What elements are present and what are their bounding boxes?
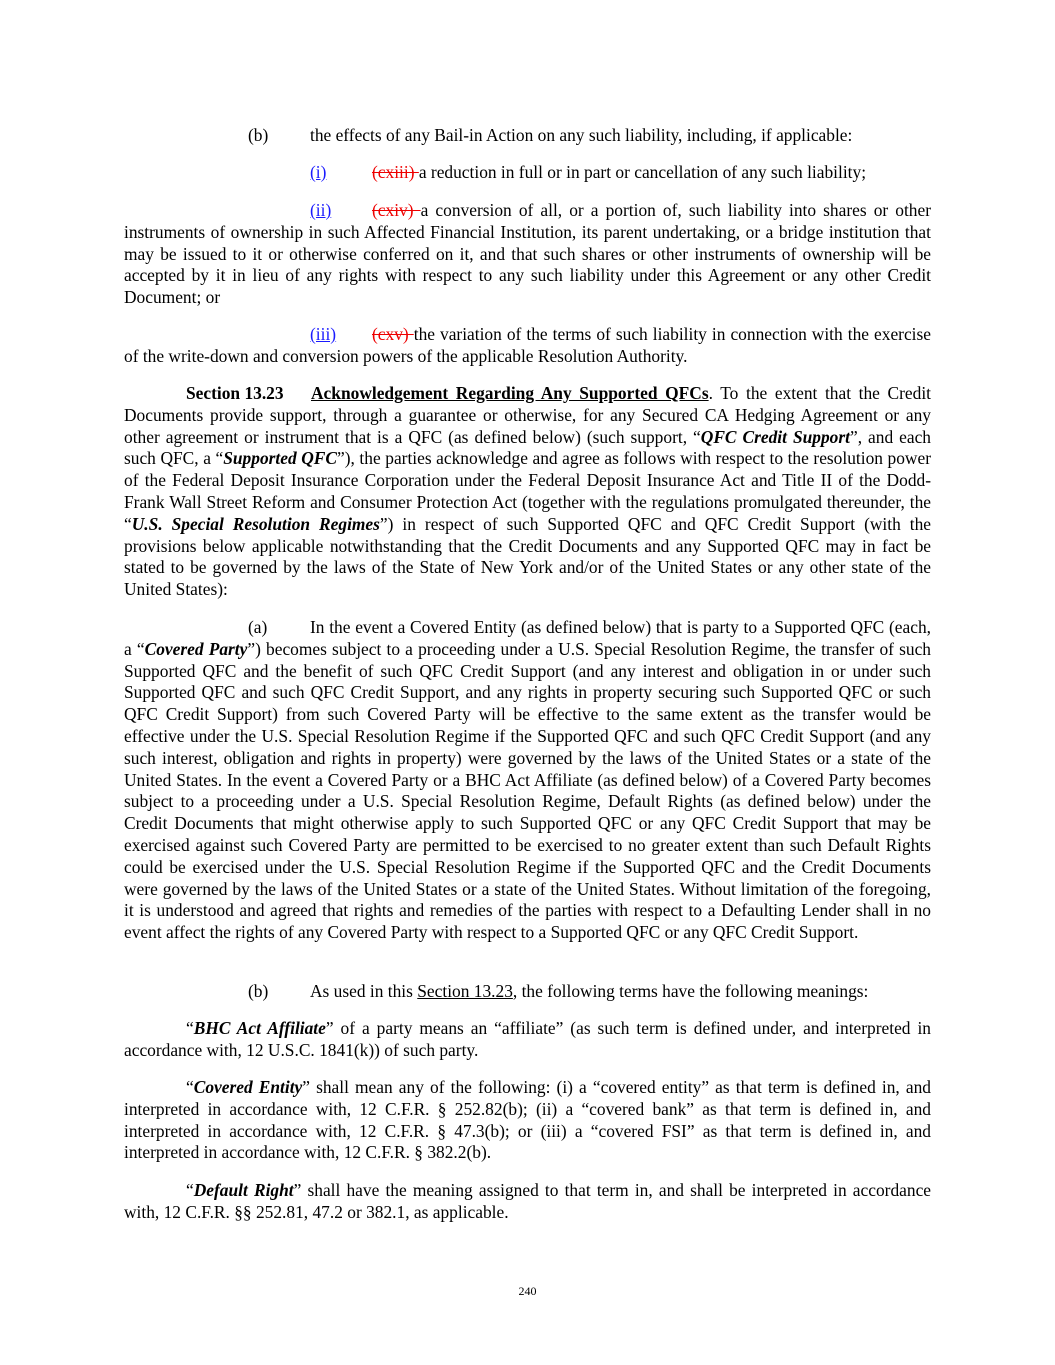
defined-term: Supported QFC — [223, 448, 337, 469]
clause-text: the variation of the terms of such liability in connection with the exercise of the write-down and conversion powers of the applicable Resolution Authority. — [124, 324, 931, 366]
definition-bhc-act-affiliate — [124, 1018, 931, 1062]
clause-text: , the following terms have the following meanings: — [512, 981, 869, 1001]
definition-default-right — [124, 1180, 931, 1224]
inserted-number: (iii) — [310, 324, 337, 344]
section-text: ”) in respect of such Supported QFC and QFC Credit Support (with the provisions below applicable notwithstanding that the Credit Documents and any Supported QFC may in fact be stated to be governed by the laws of the State of New York and/or of the United States or any other state of the United States): — [124, 513, 931, 600]
section-text: ”, and each such QFC, a “ — [124, 426, 931, 469]
definition-covered-entity — [124, 1077, 931, 1164]
clause-i — [124, 162, 931, 184]
definition-text: ” shall have the meaning assigned to that term in, and shall be interpreted in accordance with, 12 C.F.R. §§ 252.81, 47.2 or 382.1, as applicable. — [124, 1180, 932, 1222]
defined-term: U.S. Special Resolution Regimes — [131, 513, 380, 534]
defined-term: Covered Entity — [193, 1077, 303, 1097]
inserted-number: (ii) — [310, 200, 332, 220]
quote-mark: “ — [186, 1180, 194, 1200]
definition-text: ” of a party means an “affiliate” (as such term is defined under, and interpreted in accordance with, 12 U.S.C. 1841(k)) of such party. — [124, 1018, 931, 1060]
clause-text: a reduction in full or in part or cancellation of any such liability; — [418, 162, 867, 182]
definition-text: ” shall mean any of the following: (i) a “covered entity” as that term is defined in, and interpreted in accordance with, 12 C.F.R. § 252.82(b); (ii) a “covered bank” as that term is defined in, and interpreted in accordance with, 12 C.F.R. § 47.3(b); or (iii) a “covered FSI” as that term is defined in, and interpreted in accordance with, 12 C.F.R. § 382.2(b). — [124, 1077, 931, 1163]
section-13-23 — [124, 383, 931, 601]
defined-term: Default Right — [193, 1180, 294, 1200]
clause-label: (b) — [248, 125, 269, 145]
defined-term: Covered Party — [144, 638, 248, 659]
defined-term: QFC Credit Support — [700, 426, 850, 447]
deleted-number: (cxiv) — [372, 200, 421, 220]
section-title: Acknowledgement Regarding Any Supported QFCs — [311, 383, 709, 403]
clause-label: (b) — [248, 981, 269, 1001]
clause-label: (a) — [248, 617, 268, 637]
section-text: ”), the parties acknowledge and agree as follows with respect to the resolution power of the Federal Deposit Insurance Corporation under the Federal Deposit Insurance Act and Title II of the Dodd-Frank Wall Street Reform and Consumer Protection Act (together with the regulations promulgated thereunder, the “ — [124, 448, 931, 534]
page-number: 240 — [518, 1284, 537, 1298]
quote-mark: “ — [186, 1077, 194, 1097]
clause-text: a conversion of all, or a portion of, such liability into shares or other instruments of ownership in such Affected Financial Institution, its parent undertaking, or a bridge institution that may be issued to it or otherwise conferred on it, and that such shares or other instruments of ownership will be accepted by it in lieu of any rights with respect to any such liability under this Agreement or any other Credit Document; or — [124, 200, 932, 308]
clause-text: In the event a Covered Entity (as defined below) that is party to a Supported QFC (each, a “ — [124, 617, 931, 659]
defined-term: BHC Act Affiliate — [193, 1018, 326, 1038]
clause-text: ”) becomes subject to a proceeding under a U.S. Special Resolution Regime, the transfer of such Supported QFC and the benefit of such QFC Credit Support (and any interest and obligation in or under such Supported QFC and such QFC Credit Support, and any rights in property securing such Supported QFC or such QFC Credit Support) from such Covered Party will be effective to the same extent as the transfer would be effective under the U.S. Special Resolution Regime if the Supported QFC and such QFC Credit Support (and any such interest, obligation and rights in property) were governed by the laws of the United States or a state of the United States. In the event a Covered Party or a BHC Act Affiliate (as defined below) of a Covered Party becomes subject to a proceeding under a U.S. Special Resolution Regime, Default Rights (as defined below) under the Credit Documents that might otherwise apply to such Supported QFC or any QFC Credit Support that may be exercised against such Covered Party are permitted to be exercised to no greater extent than such Default Rights could be exercised under the U.S. Special Resolution Regime if the Supported QFC and the Credit Documents were governed by the laws of the United States or a state of the United States. Without limitation of the foregoing, it is understood and agreed that rights and remedies of the parties with respect to a Defaulting Lender shall in no event affect the rights of any Covered Party with respect to a Supported QFC or any QFC Credit Support. — [124, 638, 931, 943]
deleted-number: (cxv) — [372, 324, 414, 344]
section-text: . To the extent that the Credit Documents provide support, through a guarantee or otherwise, for any Secured CA Hedging Agreement or any other agreement or instrument that is a QFC (as defined below) (such support, “ — [124, 383, 931, 447]
clause-iii — [124, 324, 931, 368]
inserted-number: (i) — [310, 162, 327, 182]
clause-ii — [124, 200, 931, 309]
deleted-number: (cxiii) — [372, 162, 419, 182]
clause-text: the effects of any Bail-in Action on any such liability, including, if applicable: — [310, 125, 853, 145]
section-number: Section 13.23 — [186, 383, 284, 403]
clause-b-definitions — [124, 981, 931, 1003]
section-reference: Section 13.23 — [417, 981, 513, 1001]
clause-a-covered-party — [124, 617, 931, 944]
clause-text: As used in this — [310, 981, 418, 1001]
clause-b-bail-in — [124, 125, 931, 147]
quote-mark: “ — [186, 1018, 194, 1038]
